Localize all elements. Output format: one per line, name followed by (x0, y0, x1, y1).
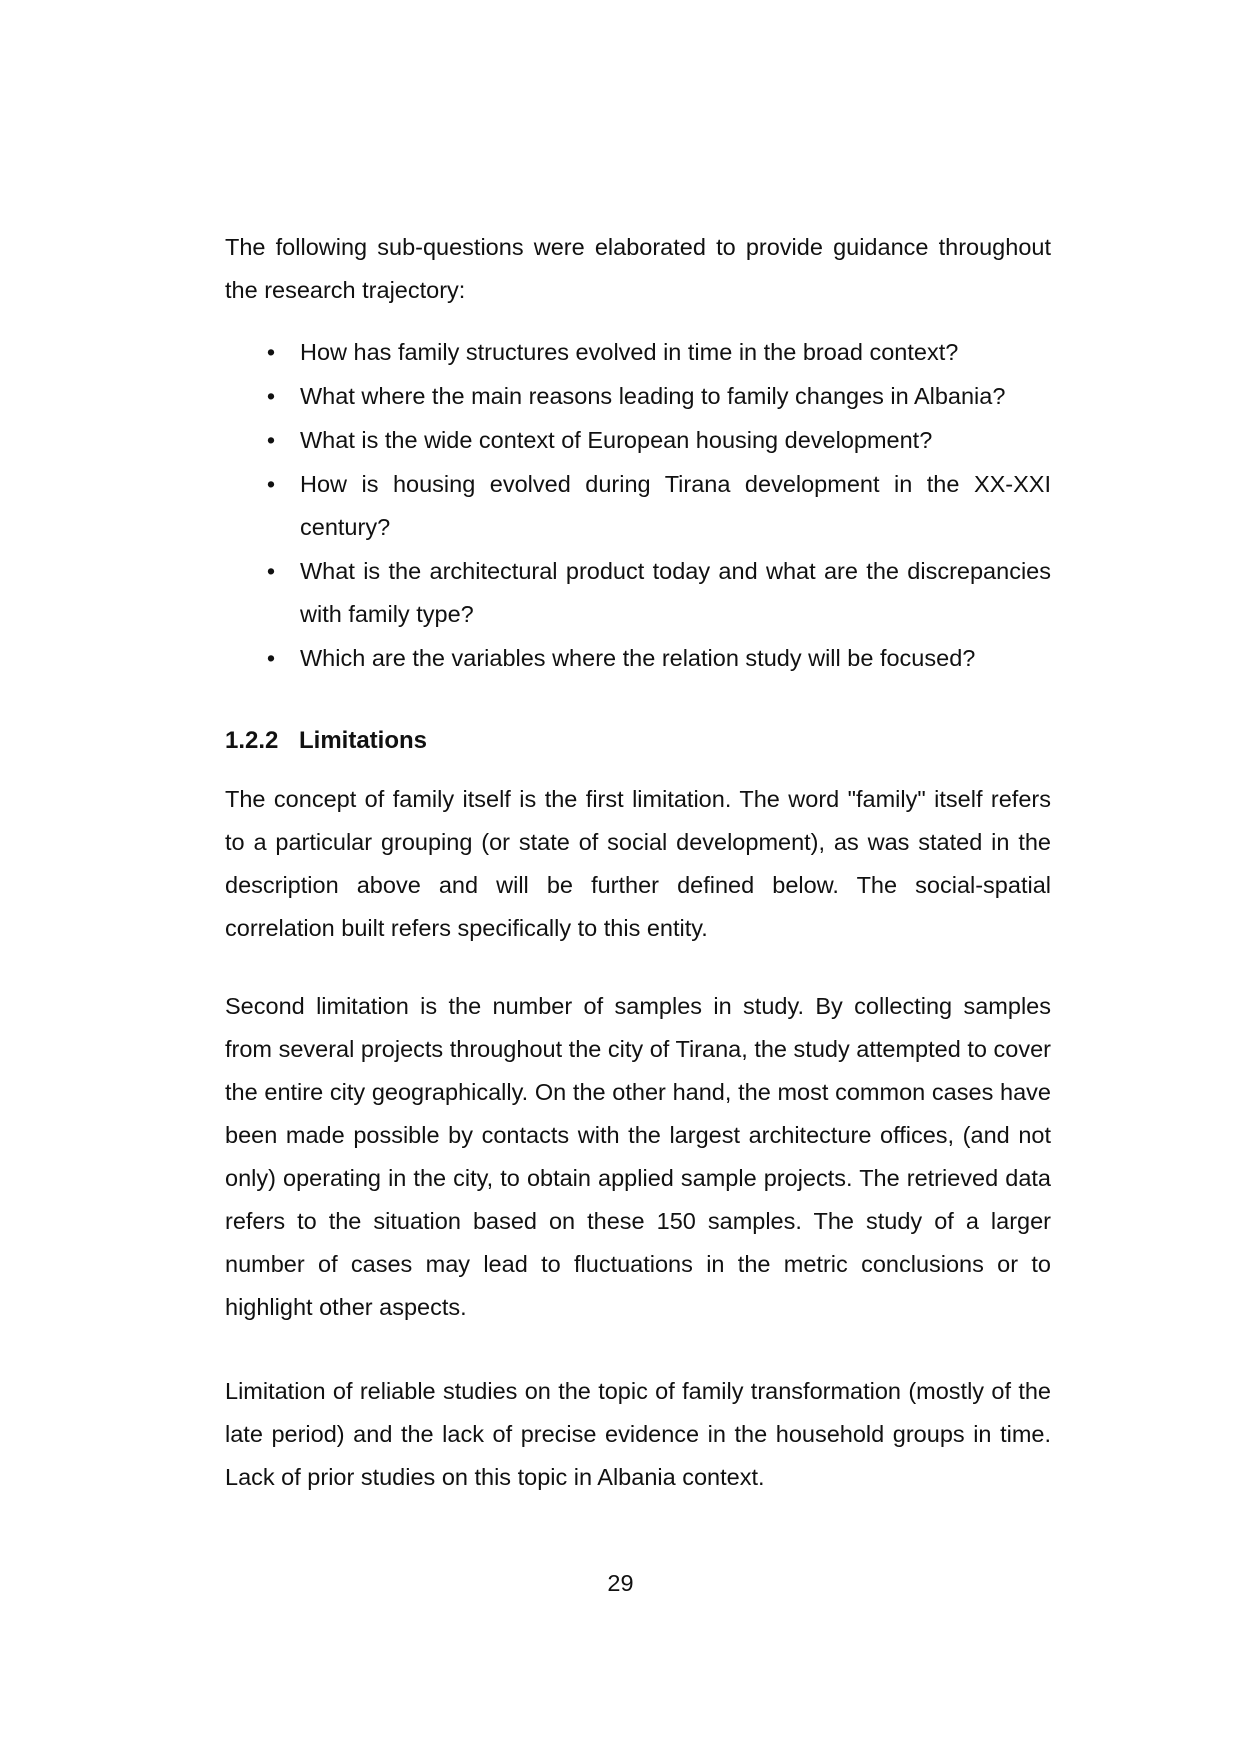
body-paragraph: Limitation of reliable studies on the topic of family transformation (mostly of the late period) and the lack of precise evidence in the household groups in time. Lack of prior studies on this topic in Albania context. (225, 1378, 1051, 1490)
list-item-text: What is the wide context of European housing development? (300, 427, 933, 453)
list-item (225, 375, 1051, 418)
list-item-text: What where the main reasons leading to family changes in Albania? (300, 383, 1006, 409)
page-content (225, 226, 1051, 1499)
bullet-icon: • (266, 471, 276, 497)
list-item (225, 331, 1051, 374)
bullet-icon: • (266, 427, 276, 453)
list-item (225, 637, 1051, 680)
section-number: 1.2.2 (225, 727, 279, 754)
page-number: 29 (607, 1570, 634, 1596)
bullet-icon: • (266, 339, 276, 365)
list-item-text: What is the architectural product today and what are the discrepancies with family type? (300, 558, 1051, 627)
list-item-text: How is housing evolved during Tirana development in the XX-XXI century? (300, 471, 1051, 540)
body-paragraph: Second limitation is the number of samples in study. By collecting samples from several projects throughout the city of Tirana, the study attempted to cover the entire city geographically. On the other hand, the most common cases have been made possible by contacts with the largest architecture offices, (and not only) operating in the city, to obtain applied sample projects. The retrieved data refers to the situation based on these 150 samples. The study of a larger number of cases may lead to fluctuations in the metric conclusions or to highlight other aspects. (225, 993, 1051, 1320)
body-paragraph: The concept of family itself is the first limitation. The word "family" itself refers to a particular grouping (or state of social development), as was stated in the description above and will be further defined below. The social-spatial correlation built refers specifically to this entity. (225, 786, 1051, 941)
list-item-text: How has family structures evolved in time in the broad context? (300, 339, 959, 365)
sub-questions-list (225, 331, 1051, 680)
list-item-text: Which are the variables where the relation study will be focused? (300, 645, 976, 671)
list-item (225, 550, 1051, 636)
bullet-icon: • (266, 558, 276, 584)
section-heading (225, 719, 1051, 762)
intro-paragraph: The following sub-questions were elaborated to provide guidance throughout the research trajectory: (225, 234, 1051, 303)
bullet-icon: • (266, 383, 276, 409)
list-item (225, 463, 1051, 549)
section-title: Limitations (299, 727, 428, 754)
list-item (225, 419, 1051, 462)
bullet-icon: • (266, 645, 276, 671)
